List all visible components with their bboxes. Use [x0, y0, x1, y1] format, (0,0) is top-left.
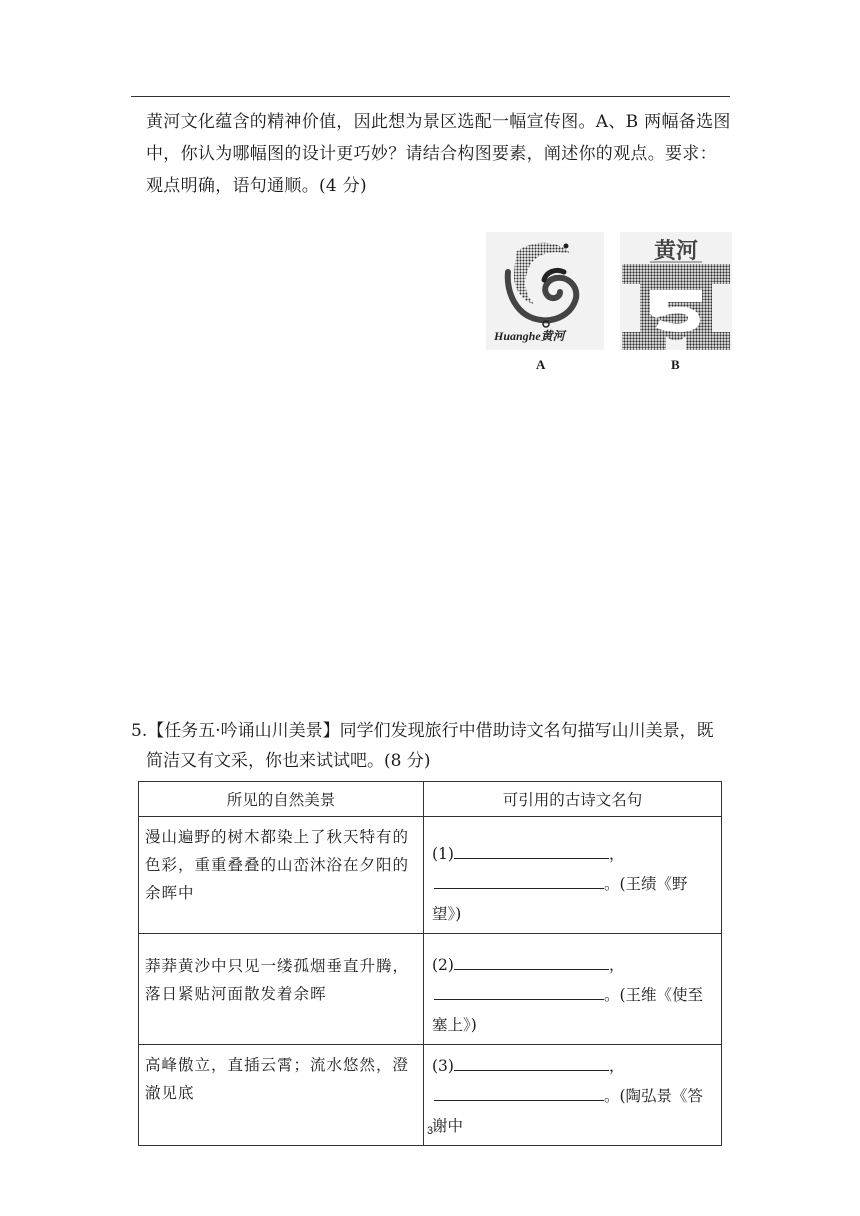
scene-cell: 莽莽黄沙中只见一缕孤烟垂直升腾，落日紧贴河面散发着余晖: [139, 934, 424, 1045]
scene-cell: 漫山遍野的树木都染上了秋天特有的色彩，重重叠叠的山峦沐浴在夕阳的余晖中: [139, 817, 424, 934]
figure-b-label: B: [671, 357, 680, 372]
answer-number: (2): [432, 956, 454, 974]
figure-a-label: A: [536, 357, 546, 372]
answer-cell: [424, 817, 722, 934]
header-rule: [131, 96, 730, 97]
question-5-line-1: 【任务五·吟诵山川美景】同学们发现旅行中借助诗文名句描写山川美景，既: [147, 721, 714, 741]
comma: ，: [608, 845, 625, 863]
poem-source: 。(王绩《野望》): [432, 875, 688, 923]
question-intro-text: 黄河文化蕴含的精神价值，因此想为景区选配一幅宣传图。A、B 两幅备选图中，你认为哪幅图的设计更巧妙？请结合构图要素，阐述你的观点。要求：观点明确，语句通顺。(4 分): [146, 112, 731, 196]
answer-number: (1): [432, 845, 454, 863]
table-row: [139, 817, 722, 934]
figure-a-logo-text: Huanghe黄河: [494, 329, 565, 343]
answer-blank[interactable]: [454, 1052, 609, 1071]
answer-blank[interactable]: [434, 981, 604, 1000]
answer-blank[interactable]: [434, 870, 604, 889]
question-5-line-2: 简洁又有文采，你也来试试吧。(8 分): [146, 751, 431, 771]
figure-b-logo: [620, 232, 732, 350]
answer-number: (3): [432, 1057, 454, 1075]
question-5-number: 5.: [131, 721, 148, 741]
comma: ，: [608, 1057, 625, 1075]
answer-blank[interactable]: [434, 1082, 604, 1101]
table-row: [139, 934, 722, 1045]
poetry-table: [138, 781, 722, 1146]
table-header-scene: 所见的自然美景: [139, 782, 424, 817]
answer-cell: [424, 934, 722, 1045]
figure-b-logo-text: 黄河: [653, 238, 699, 264]
answer-blank[interactable]: [454, 951, 609, 970]
table-header-row: [139, 782, 722, 817]
poem-source: 。(陶弘景《答谢中: [432, 1087, 704, 1135]
question-5: [131, 716, 734, 776]
poem-source: 。(王维《使至塞上》): [432, 986, 704, 1034]
table-header-poem: 可引用的古诗文名句: [424, 782, 722, 817]
scene-cell: 高峰傲立，直插云霄；流水悠然，澄澈见底: [139, 1045, 424, 1146]
page-number: 3: [426, 1125, 434, 1137]
answer-blank[interactable]: [454, 840, 609, 859]
figure-a-logo: [486, 232, 604, 350]
comma: ，: [608, 956, 625, 974]
